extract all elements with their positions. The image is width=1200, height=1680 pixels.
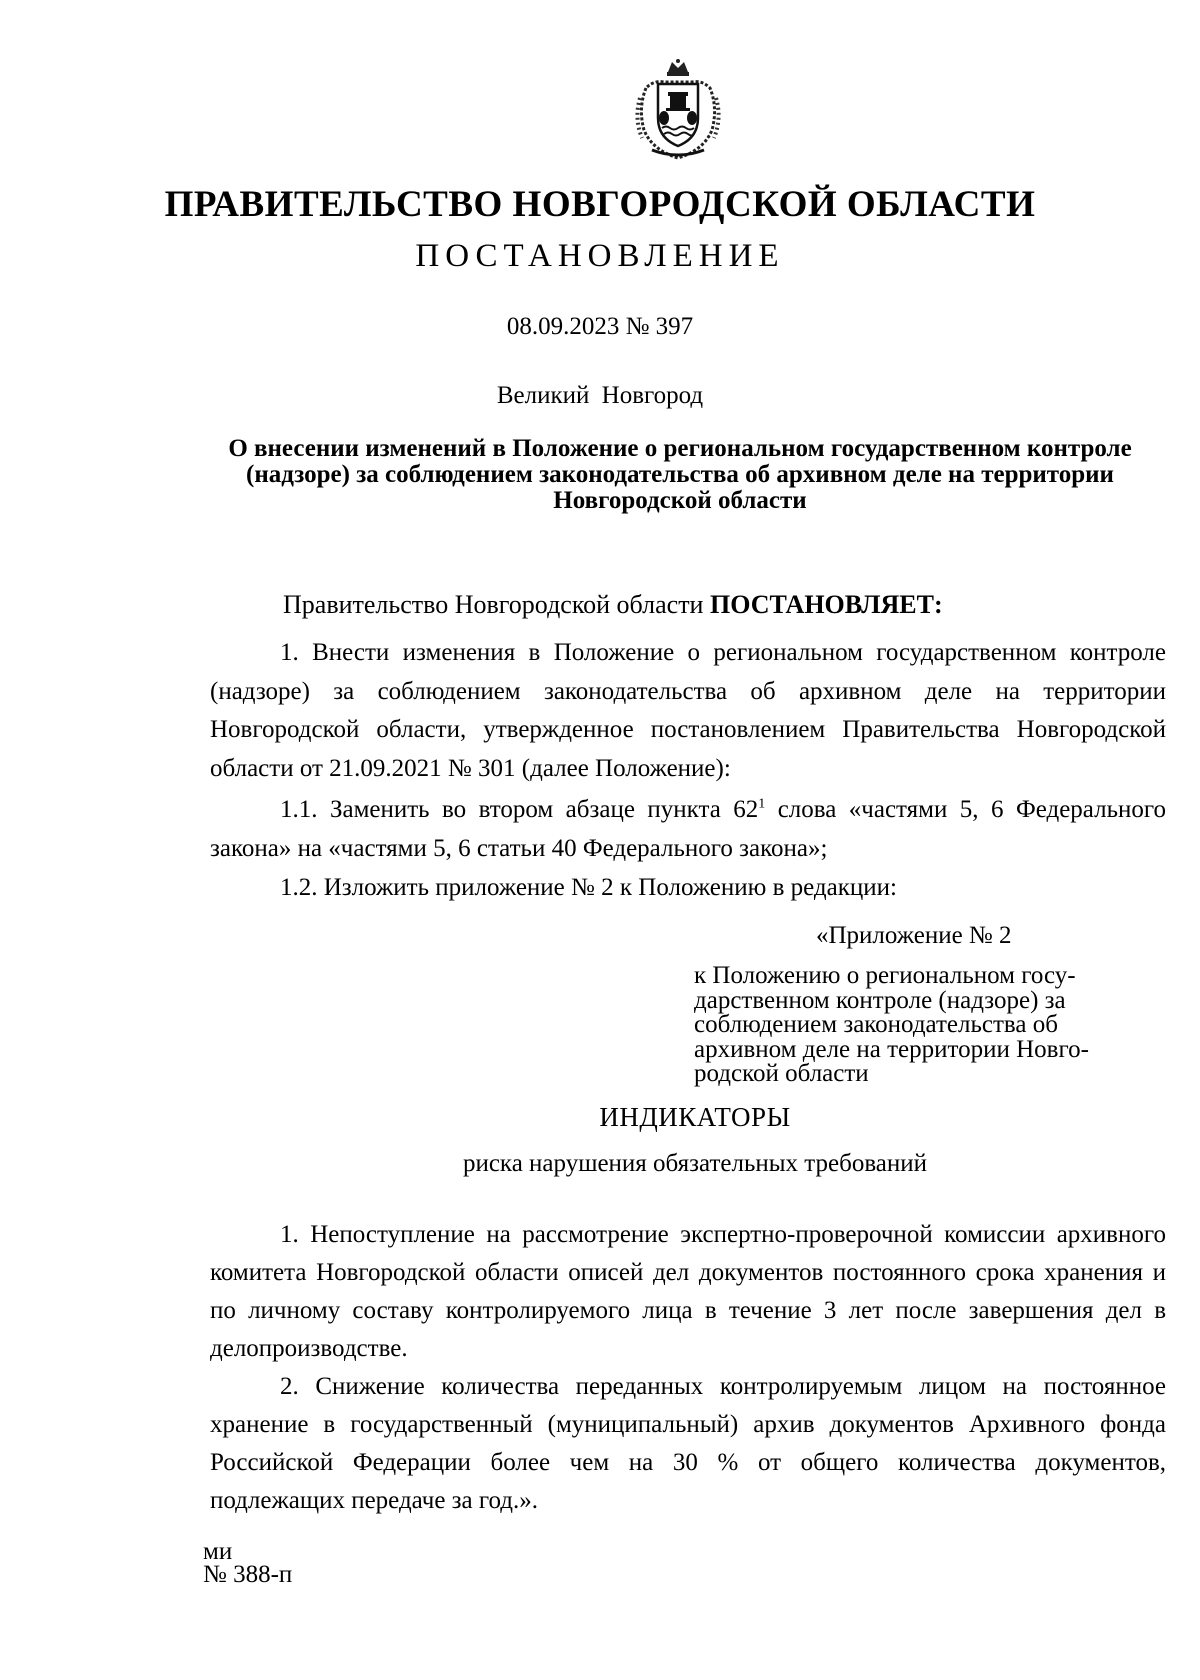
date-and-number: 08.09.2023 № 397: [506, 313, 694, 340]
item-1-1-text-after: слова «частями 5, 6 Федерального закона» на «частями 5, 6 статьи 40 Федерального закона»;: [210, 796, 1166, 862]
annex-line: архивном деле на территории Новго-: [694, 1035, 1089, 1063]
annex-title: «Приложение № 2: [816, 922, 1012, 949]
annex-line: к Положению о региональном госу-: [694, 962, 1076, 989]
annex-reference: [694, 964, 1164, 1087]
item-1-1-superscript: 1: [758, 796, 766, 812]
intro-text: Правительство Новгородской области: [283, 590, 710, 619]
indicators-subtitle: риска нарушения обязательных требований: [462, 1150, 928, 1177]
document-type: ПОСТАНОВЛЕНИЕ: [415, 238, 785, 274]
item-1: 1. Внести изменения в Положение о региональном государственном контроле (надзоре) за соблюдением законодательства об архивном деле на территории Новгородской области, утвержденное постановлением Правительства Новгородской области от 21.09.2021 № 301 (далее Положение):: [210, 639, 1166, 782]
city: Великий Новгород: [496, 382, 704, 409]
indicator-item-1: 1. Непоступление на рассмотрение экспертно-проверочной комиссии архивного комитета Новгородской области описей дел документов постоянного срока хранения и по личному составу контролируемого лица в течение 3 лет после завершения дел в делопроизводстве.: [210, 1221, 1166, 1362]
government-title: ПРАВИТЕЛЬСТВО НОВГОРОДСКОЙ ОБЛАСТИ: [164, 184, 1036, 225]
document-subject: О внесении изменений в Положение о региональном государственном контроле (надзоре) за соблюдением законодательства об архивном деле на территории Новгородской области: [228, 435, 1132, 514]
annex-line: дарственном контроле (надзоре) за: [694, 986, 1066, 1014]
footer-number: № 388-п: [203, 1561, 293, 1588]
footer-reference: [203, 1540, 292, 1586]
novgorod-coat-of-arms-icon: [632, 58, 724, 162]
intro-keyword: ПОСТАНОВЛЯЕТ:: [709, 590, 943, 619]
annex-line: соблюдением законодательства об: [694, 1011, 1058, 1038]
item-1-1: [210, 791, 1166, 868]
indicators-title: ИНДИКАТОРЫ: [599, 1102, 791, 1132]
item-1-2: 1.2. Изложить приложение № 2 к Положению в редакции:: [280, 874, 897, 901]
annex-line: родской области: [694, 1060, 869, 1087]
footer-initials: ми: [203, 1538, 233, 1565]
indicator-item-2: 2. Снижение количества переданных контролируемым лицом на постоянное хранение в государственный (муниципальный) архив документов Архивного фонда Российской Федерации более чем на 30 % от общего количества документов, подлежащих передаче за год.».: [210, 1373, 1166, 1514]
item-1-1-text-before: 1.1. Заменить во втором абзаце пункта 62: [280, 796, 759, 823]
intro-paragraph: [283, 586, 943, 625]
